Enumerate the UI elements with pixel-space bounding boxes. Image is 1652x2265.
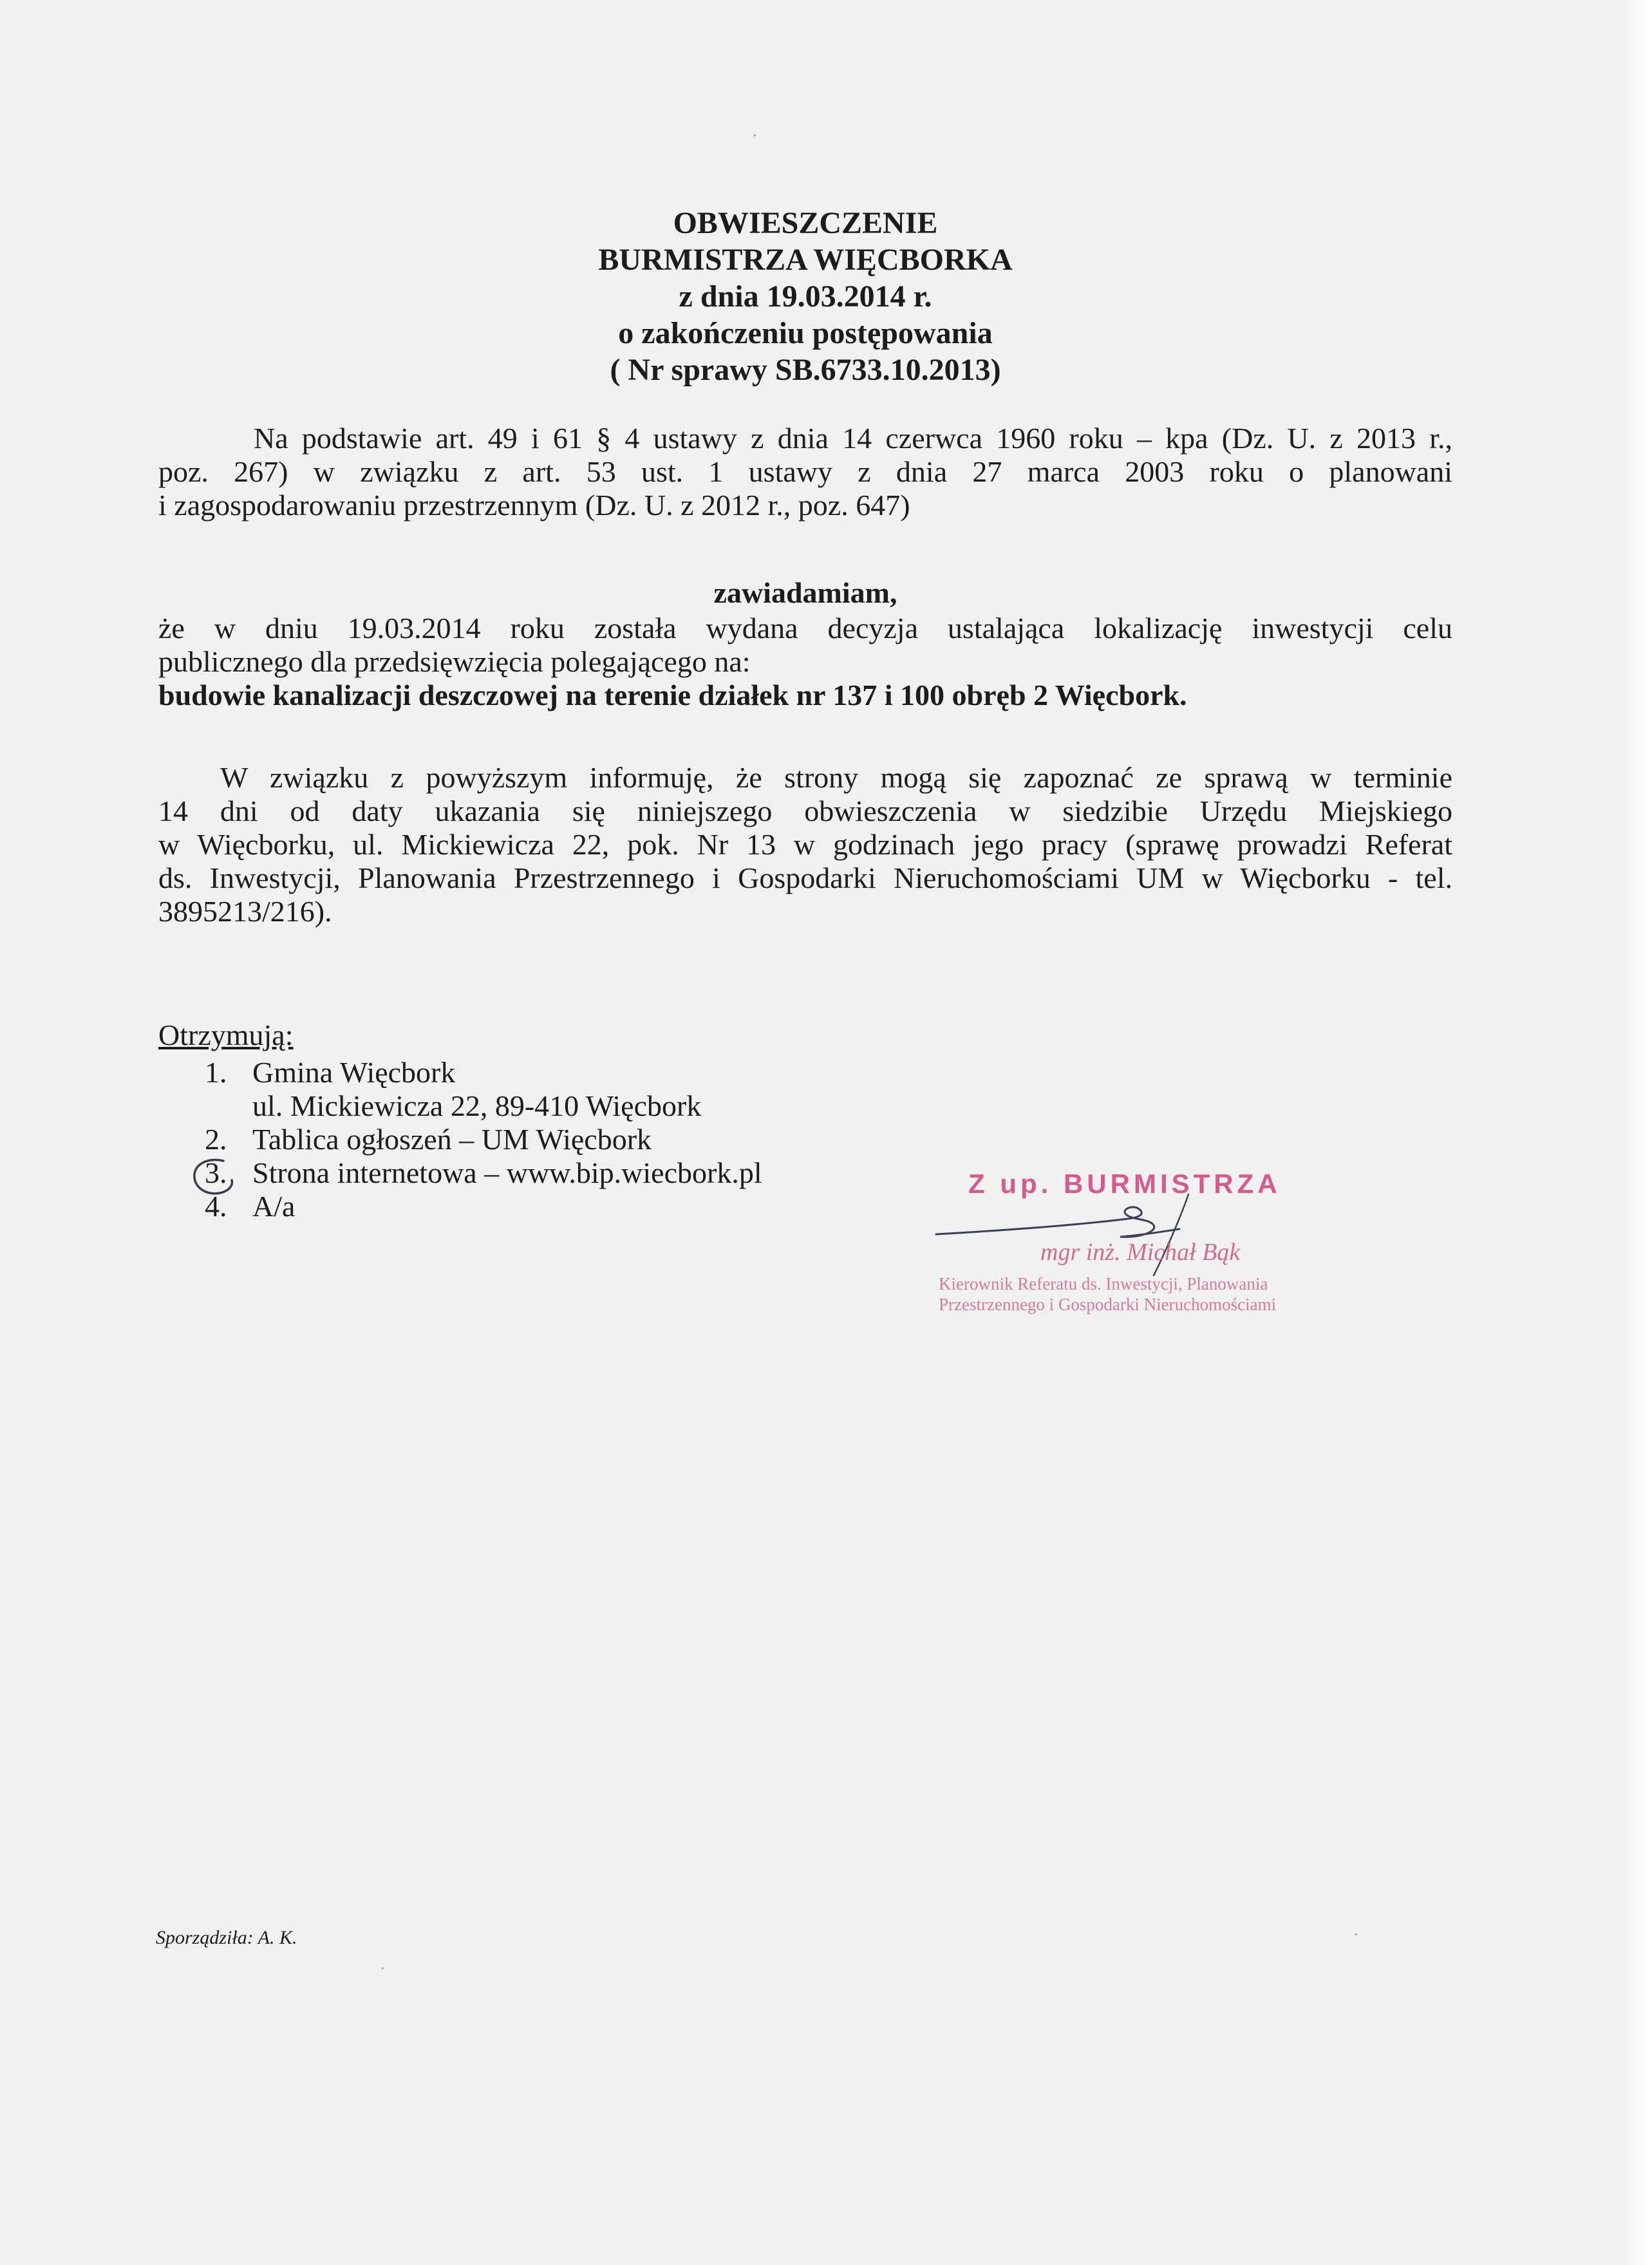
paragraph-line: Na podstawie art. 49 i 61 § 4 ustawy z dnia 14 czerwca 1960 roku – kpa (Dz. U. z 2013 r.,	[254, 422, 1452, 455]
heading-date: z dnia 19.03.2014 r.	[679, 279, 932, 314]
list-text: Strona internetowa – www.bip.wiecbork.pl	[252, 1156, 762, 1189]
stamp-position: Kierownik Referatu ds. Inwestycji, Planowania	[939, 1274, 1268, 1293]
recipients-title: Otrzymują:	[158, 1019, 294, 1051]
paragraph-line: i zagospodarowaniu przestrzennym (Dz. U. z 2012 r., poz. 647)	[158, 489, 910, 522]
list-number: 1.	[205, 1056, 227, 1089]
scan-speck: ·	[752, 126, 758, 145]
scan-edge	[1624, 0, 1652, 2265]
scan-speck: ·	[1353, 1925, 1359, 1944]
list-number: 2.	[205, 1123, 227, 1156]
stamp-title: Z up. BURMISTRZA	[968, 1169, 1281, 1199]
official-stamp	[927, 1169, 1339, 1330]
paragraph-line: W związku z powyższym informuję, że strony mogą się zapoznać ze sprawą w terminie	[220, 761, 1452, 794]
scan-speck: ·	[380, 1959, 386, 1978]
notice-heading: zawiadamiam,	[713, 576, 897, 609]
information-paragraph	[158, 761, 1452, 928]
list-text: Tablica ogłoszeń – UM Więcbork	[252, 1123, 652, 1156]
list-text: A/a	[252, 1190, 296, 1223]
list-text: Gmina Więcbork	[252, 1056, 456, 1089]
prepared-by: Sporządziła: A. K.	[156, 1927, 297, 1948]
list-number: 3.	[205, 1156, 227, 1189]
document-heading	[158, 205, 1452, 388]
paragraph-line: publicznego dla przedsięwzięcia polegającego na:	[158, 645, 751, 678]
paragraph-line: ds. Inwestycji, Planowania Przestrzennego i Gospodarki Nieruchomościami UM w Więcborku - tel.	[158, 861, 1452, 894]
notice-paragraph	[158, 612, 1452, 712]
list-item	[205, 1056, 762, 1089]
recipients-list	[205, 1056, 762, 1223]
heading-title: OBWIESZCZENIE	[673, 206, 938, 240]
paragraph-line: 14 dni od daty ukazania się niniejszego obwieszczenia w siedzibie Urzędu Miejskiego	[158, 794, 1452, 827]
heading-subject: o zakończeniu postępowania	[618, 316, 993, 350]
paragraph-line: w Więcborku, ul. Mickiewicza 22, pok. Nr 13 w godzinach jego pracy (sprawę prowadzi Referat	[158, 828, 1452, 861]
project-description: budowie kanalizacji deszczowej na terenie działek nr 137 i 100 obręb 2 Więcbork.	[158, 679, 1187, 711]
list-item	[205, 1123, 762, 1156]
heading-authority: BURMISTRZA WIĘCBORKA	[598, 243, 1013, 277]
paragraph-line: że w dniu 19.03.2014 roku została wydana decyzja ustalająca lokalizację inwestycji celu	[158, 612, 1452, 644]
list-item	[205, 1156, 762, 1190]
heading-case-number: ( Nr sprawy SB.6733.10.2013)	[610, 353, 1001, 387]
stamp-signatory-name: mgr inż. Michał Bąk	[1040, 1239, 1241, 1266]
stamp-position: Przestrzennego i Gospodarki Nieruchomościami	[939, 1295, 1277, 1314]
handwritten-circle-mark	[188, 1156, 239, 1199]
legal-basis-paragraph	[158, 422, 1452, 522]
paragraph-line: poz. 267) w związku z art. 53 ust. 1 ustawy z dnia 27 marca 2003 roku o planowani	[158, 455, 1452, 488]
paragraph-line: 3895213/216).	[158, 895, 332, 928]
list-item	[205, 1190, 762, 1223]
list-number: 4.	[205, 1190, 227, 1223]
list-item-continuation: ul. Mickiewicza 22, 89-410 Więcbork	[252, 1089, 702, 1122]
